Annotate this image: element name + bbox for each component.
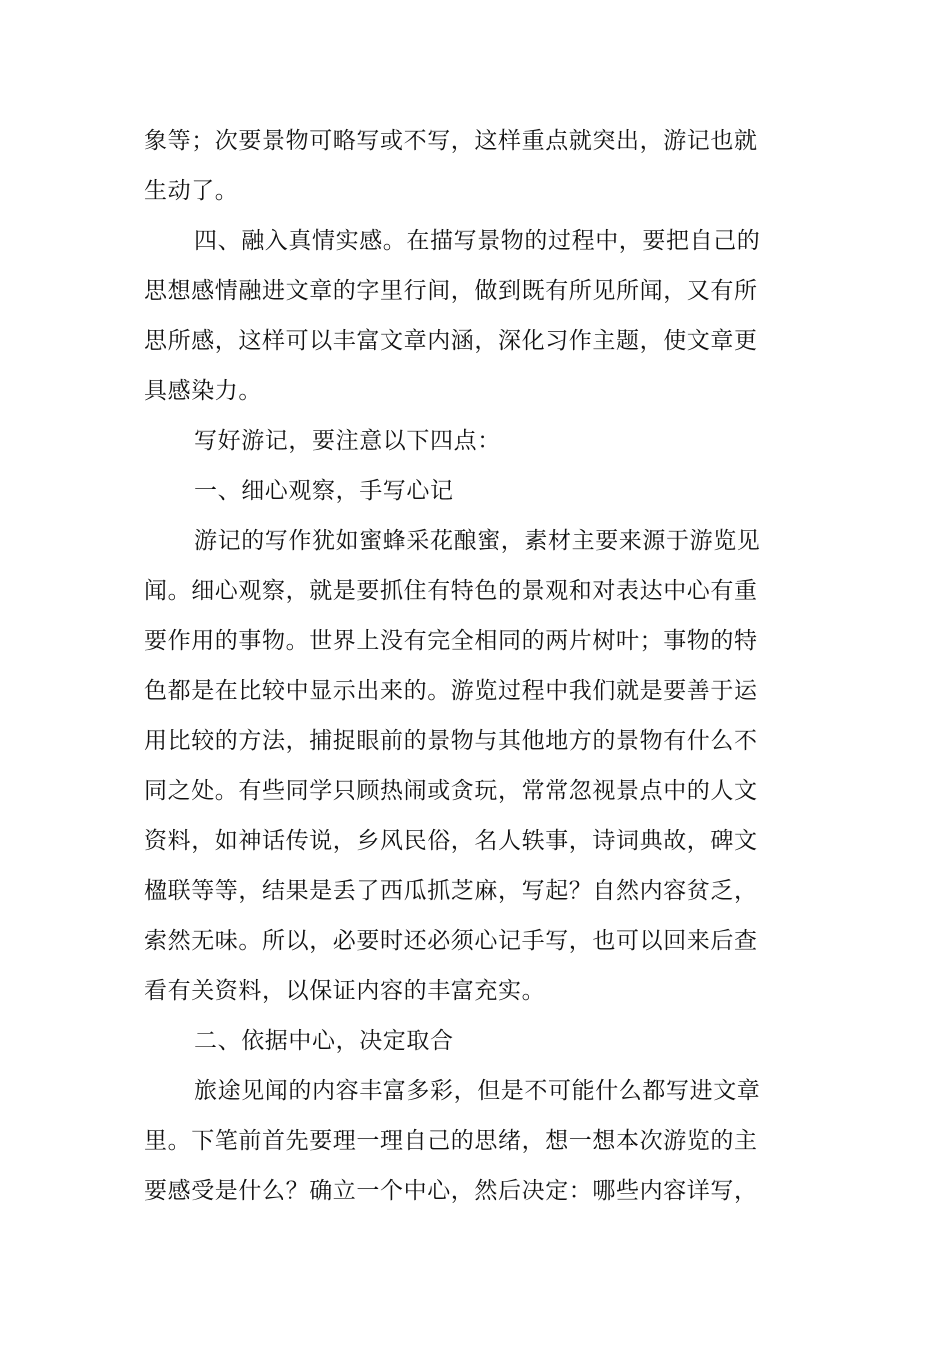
- section-heading: 一、细心观察，手写心记: [194, 478, 454, 504]
- text-line: 索然无味。所以，必要时还必须心记手写，也可以回来后查: [144, 928, 758, 954]
- text-line: 思想感情融进文章的字里行间，做到既有所见所闻，又有所: [144, 278, 758, 304]
- text-line: 里。下笔前首先要理一理自己的思绪，想一想本次游览的主: [144, 1128, 758, 1154]
- paragraph-start-line: 旅途见闻的内容丰富多彩，但是不可能什么都写进文章: [194, 1078, 761, 1104]
- text-line: 具感染力。: [144, 378, 262, 404]
- text-line: 生动了。: [144, 178, 239, 204]
- text-line: 楹联等等，结果是丢了西瓜抓芝麻，写起？自然内容贫乏，: [144, 878, 758, 904]
- text-line: 看有关资料，以保证内容的丰富充实。: [144, 978, 546, 1004]
- text-line: 思所感，这样可以丰富文章内涵，深化习作主题，使文章更: [144, 328, 758, 354]
- text-line: 资料，如神话传说，乡风民俗，名人轶事，诗词典故，碑文: [144, 828, 758, 854]
- text-line: 要感受是什么？确立一个中心，然后决定：哪些内容详写，: [144, 1178, 758, 1204]
- body-text: [144, 116, 761, 1216]
- paragraph-start-line: 写好游记，要注意以下四点：: [194, 428, 501, 454]
- text-line: 要作用的事物。世界上没有完全相同的两片树叶；事物的特: [144, 628, 758, 654]
- paragraph-start-line: 四、融入真情实感。在描写景物的过程中，要把自己的: [194, 228, 761, 254]
- text-line: 用比较的方法，捕捉眼前的景物与其他地方的景物有什么不: [144, 728, 758, 754]
- paragraph-start-line: 游记的写作犹如蜜蜂采花酿蜜，素材主要来源于游览见: [194, 528, 761, 554]
- section-heading: 二、依据中心，决定取合: [194, 1028, 454, 1054]
- text-line: 闻。细心观察，就是要抓住有特色的景观和对表达中心有重: [144, 578, 758, 604]
- text-line: 同之处。有些同学只顾热闹或贪玩，常常忽视景点中的人文: [144, 778, 758, 804]
- text-line: 象等；次要景物可略写或不写，这样重点就突出，游记也就: [144, 128, 758, 154]
- text-line: 色都是在比较中显示出来的。游览过程中我们就是要善于运: [144, 678, 758, 704]
